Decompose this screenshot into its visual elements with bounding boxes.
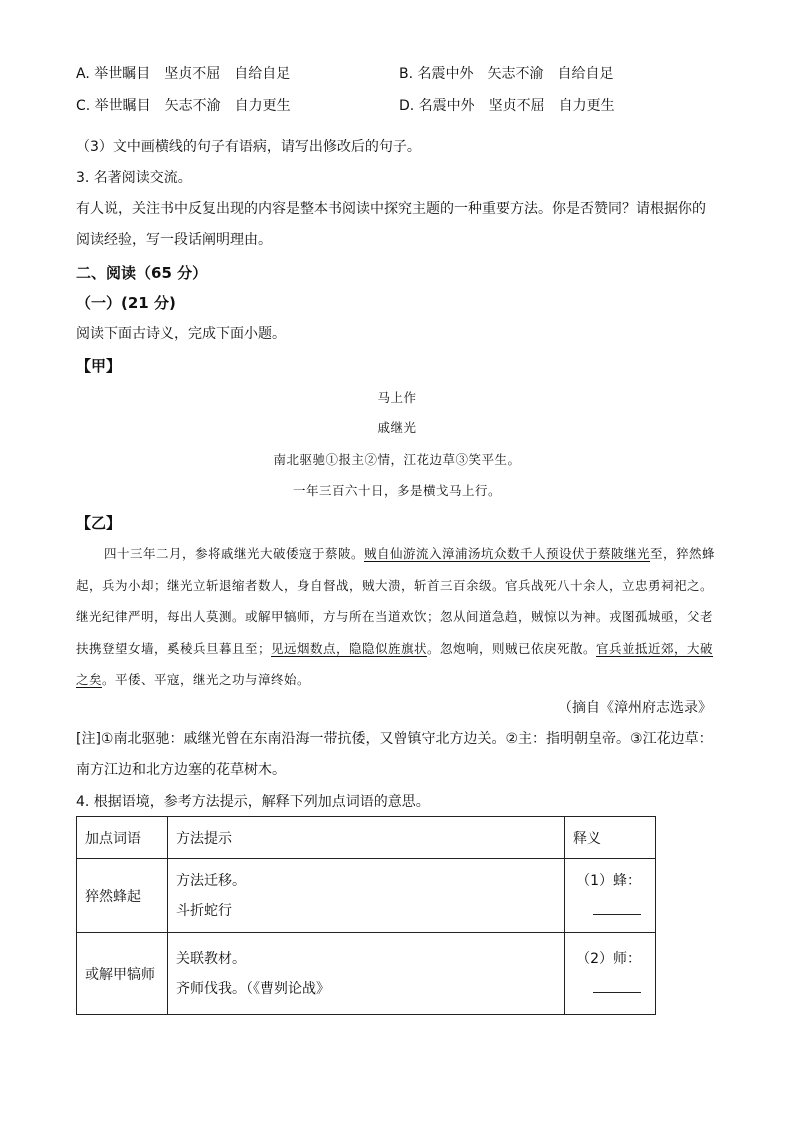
reading-question-body: 有人说，关注书中反复出现的内容是整本书阅读中探究主题的一种重要方法。你是否赞同？请根据你的阅读经验，写一段话阐明理由。 [76,201,706,248]
method-line: 方法迁移。 [176,872,246,889]
option-d: D. 名震中外 坚贞不屈 自力更生 [399,98,615,114]
table-header-cell: 加点词语 [77,817,168,859]
answer-blank[interactable] [593,978,641,993]
table-row [77,933,656,1015]
poem-line-2: 一年三百六十日，多是横戈马上行。 [292,483,501,498]
table-cell-word: 猝然蜂起 [77,859,168,933]
yi-underlined-1: 贼自仙游流入漳浦汤坑众数千人预设伏于蔡陂继光 [364,546,651,561]
answer-label: （2）师： [576,950,641,967]
poem-line-1: 南北驱驰①报主②情，江花边草③笑平生。 [273,452,521,467]
section-2-heading: 二、阅读（65 分） [76,264,208,282]
option-c: C. 举世瞩目 矢志不渝 自力更生 [76,98,291,114]
method-line: 齐师伐我。（《曹刿论战》 [176,980,330,997]
jia-label: 【甲】 [76,357,122,375]
answer-blank-line [573,896,641,926]
table-cell-answer [565,933,656,1015]
annotation-note: [注]①南北驱驰：戚继光曾在东南沿海一带抗倭，又曾镇守北方边关。②主：指明朝皇帝。③江花边草：南方江边和北方边塞的花草树木。 [76,731,713,778]
table-header-cell: 方法提示 [168,817,565,859]
reading-question-title: 3. 名著阅读交流。 [76,170,192,186]
subsection-1-heading: （一）(21 分) [76,294,176,312]
question-4: 4. 根据语境，参考方法提示，解释下列加点词语的意思。 [76,794,430,810]
yi-text-3: 。忽炮响，则贼已依戾死散。 [427,640,597,656]
option-b: B. 名震中外 矢志不渝 自给自足 [399,66,614,82]
answer-blank-line [573,974,641,1004]
yi-text-1: 四十三年二月，参将戚继光大破倭寇于蔡陂。 [104,546,365,561]
poem-title: 马上作 [377,390,417,405]
yi-text-4: 。平倭、平寇，继光之功与漳终始。 [102,672,311,687]
option-a: A. 举世瞩目 坚贞不屈 自给自足 [76,66,291,82]
table-cell-word: 或解甲犒师 [77,933,168,1015]
method-line: 斗折蛇行 [176,902,232,919]
yi-underlined-2: 见远烟数点，隐隐似旌旗状 [271,640,428,656]
table-cell-method [168,933,565,1015]
answer-label: （1）蜂： [576,872,641,889]
table-header-cell: 释义 [565,817,656,859]
yi-text-2: 至，猝然蜂起，兵为小却；继光立斩退缩者数人，身自督战，贼大溃，斩首三百余级。官兵战死八十余人，立忠勇祠祀之。继光纪律严明，每出人莫测。或解甲犒师，方与所在当道欢饮；忽从间道急趋，贼惊以为神。戎图孤城亟，父老扶携登望女墙，奚稜兵旦暮且至； [76,546,716,656]
table-cell-method [168,859,565,933]
table-cell-answer [565,859,656,933]
yi-passage [76,538,716,696]
table-header-row [77,817,656,859]
vocab-table [76,816,656,1015]
table-row [77,859,656,933]
yi-label: 【乙】 [76,514,122,532]
method-line: 关联教材。 [176,950,246,967]
source-citation: （摘自《漳州府志选录》 [558,700,712,716]
instruction: 阅读下面古诗义，完成下面小题。 [76,326,286,342]
yi-underlined-3: 官兵並抵近郊，大破之矣 [76,640,714,687]
question-3-sub: （3）文中画横线的句子有语病，请写出修改后的句子。 [76,139,421,155]
answer-blank[interactable] [593,900,641,915]
poem-author: 戚继光 [377,420,417,435]
